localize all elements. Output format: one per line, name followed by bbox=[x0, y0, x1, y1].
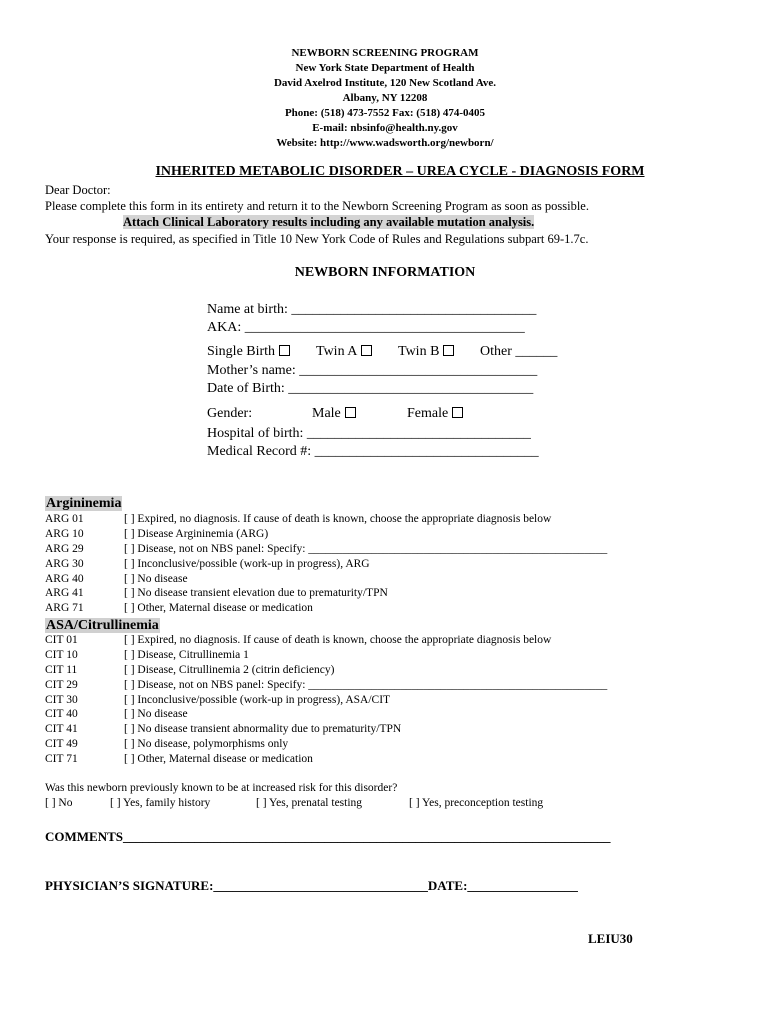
diagnosis-row[interactable] bbox=[0, 527, 770, 542]
diagnosis-code: ARG 29 bbox=[45, 542, 84, 555]
mothers-name-tail: ___ bbox=[516, 363, 538, 378]
diagnosis-code: CIT 40 bbox=[45, 708, 78, 721]
diagnosis-row[interactable] bbox=[0, 752, 770, 767]
mothers-name-field[interactable] bbox=[207, 363, 537, 379]
program-header bbox=[0, 46, 770, 151]
header-line: Phone: (518) 473-7552 Fax: (518) 474-0405 bbox=[284, 107, 486, 119]
header-line: Albany, NY 12208 bbox=[342, 92, 428, 104]
diagnosis-row[interactable] bbox=[0, 678, 770, 693]
diagnosis-row[interactable] bbox=[0, 586, 770, 601]
diagnosis-option[interactable]: [ ] Other, Maternal disease or medication bbox=[124, 753, 313, 766]
diagnosis-row[interactable] bbox=[0, 633, 770, 648]
greeting: Dear Doctor: bbox=[45, 183, 111, 197]
diagnosis-code: CIT 30 bbox=[45, 693, 78, 706]
diagnosis-row[interactable] bbox=[0, 572, 770, 587]
attach-results-notice: Attach Clinical Laboratory results including any available mutation analysis. bbox=[123, 215, 535, 229]
diagnosis-option[interactable]: [ ] No disease bbox=[124, 572, 188, 585]
section-title-asa-citrullinemia: ASA/Citrullinemia bbox=[46, 618, 159, 633]
single-birth-checkbox[interactable] bbox=[279, 345, 290, 356]
female-checkbox[interactable] bbox=[452, 407, 463, 418]
male-label: Male bbox=[312, 406, 341, 421]
risk-option-prenatal[interactable]: [ ] Yes, prenatal testing bbox=[256, 797, 363, 809]
diagnosis-code: CIT 49 bbox=[45, 738, 78, 751]
twin-a-label: Twin A bbox=[316, 344, 358, 359]
diagnosis-option[interactable]: [ ] Expired, no diagnosis. If cause of death is known, choose the appropriate diagnosis below bbox=[124, 513, 552, 525]
name-at-birth-field[interactable]: Name at birth: ___________________________________ bbox=[207, 302, 537, 317]
argininemia-list bbox=[0, 512, 770, 616]
physician-signature-field[interactable]: PHYSICIAN’S SIGNATURE:_________________________________DATE:_________________ bbox=[45, 878, 578, 893]
diagnosis-code: CIT 41 bbox=[45, 723, 78, 736]
diagnosis-code: ARG 30 bbox=[45, 557, 84, 570]
female-label: Female bbox=[407, 406, 449, 421]
citrullinemia-list bbox=[0, 633, 770, 767]
diagnosis-code: ARG 01 bbox=[45, 513, 84, 525]
gender-label: Gender: bbox=[207, 406, 253, 421]
diagnosis-option[interactable]: [ ] No disease bbox=[124, 708, 188, 721]
header-line: David Axelrod Institute, 120 New Scotland Ave. bbox=[273, 77, 497, 89]
diagnosis-row[interactable] bbox=[0, 722, 770, 737]
section-title-argininemia: Argininemia bbox=[46, 496, 122, 511]
diagnosis-row[interactable] bbox=[0, 663, 770, 678]
newborn-info-title: NEWBORN INFORMATION bbox=[294, 265, 476, 280]
female-option[interactable] bbox=[407, 406, 463, 422]
diagnosis-row[interactable] bbox=[0, 707, 770, 722]
diagnosis-option[interactable]: [ ] Inconclusive/possible (work-up in progress), ASA/CIT bbox=[124, 693, 391, 706]
twin-a-checkbox[interactable] bbox=[361, 345, 372, 356]
diagnosis-option[interactable]: [ ] Expired, no diagnosis. If cause of death is known, choose the appropriate diagnosis below bbox=[124, 634, 552, 646]
diagnosis-code: CIT 11 bbox=[45, 663, 78, 676]
diagnosis-row[interactable] bbox=[0, 542, 770, 557]
diagnosis-option[interactable]: [ ] No disease transient elevation due to prematurity/TPN bbox=[124, 587, 388, 600]
mothers-name-text: Mother’s name: _______________________________ bbox=[207, 363, 517, 378]
diagnosis-option[interactable]: [ ] Other, Maternal disease or medication bbox=[124, 602, 313, 615]
diagnosis-row[interactable] bbox=[0, 601, 770, 616]
male-checkbox[interactable] bbox=[345, 407, 356, 418]
diagnosis-code: ARG 41 bbox=[45, 587, 84, 600]
diagnosis-option[interactable]: [ ] No disease transient abnormality due to prematurity/TPN bbox=[124, 723, 402, 736]
diagnosis-code: CIT 71 bbox=[45, 753, 78, 766]
diagnosis-row[interactable] bbox=[0, 512, 770, 527]
diagnosis-option[interactable]: [ ] Disease, Citrullinemia 1 bbox=[124, 648, 249, 661]
diagnosis-option[interactable]: [ ] Inconclusive/possible (work-up in progress), ARG bbox=[124, 557, 370, 570]
diagnosis-code: ARG 71 bbox=[45, 602, 84, 615]
single-birth-label: Single Birth bbox=[207, 344, 276, 359]
diagnosis-code: ARG 40 bbox=[45, 572, 84, 585]
risk-option-preconception[interactable]: [ ] Yes, preconception testing bbox=[409, 797, 544, 809]
hospital-of-birth-field[interactable]: Hospital of birth: ________________________________ bbox=[207, 426, 531, 441]
diagnosis-row[interactable] bbox=[0, 648, 770, 663]
diagnosis-option[interactable]: [ ] Disease, not on NBS panel: Specify: ____________________________________________________ bbox=[124, 678, 608, 691]
form-code: LEIU30 bbox=[588, 931, 633, 946]
twin-a-option[interactable] bbox=[316, 344, 372, 360]
diagnosis-row[interactable] bbox=[0, 693, 770, 708]
twin-b-label: Twin B bbox=[398, 344, 440, 359]
diagnosis-code: CIT 29 bbox=[45, 678, 78, 691]
header-line: NEWBORN SCREENING PROGRAM bbox=[291, 47, 479, 59]
diagnosis-option[interactable]: [ ] Disease, Citrullinemia 2 (citrin deficiency) bbox=[124, 663, 335, 676]
header-line: New York State Department of Health bbox=[295, 62, 475, 74]
header-line: Website: http://www.wadsworth.org/newborn/ bbox=[276, 137, 494, 149]
diagnosis-option[interactable]: [ ] Disease Argininemia (ARG) bbox=[124, 527, 269, 540]
header-line: E-mail: nbsinfo@health.ny.gov bbox=[312, 122, 458, 134]
single-birth-option[interactable] bbox=[207, 344, 290, 360]
regulation-notice: Your response is required, as specified in Title 10 New York Code of Rules and Regulations subpart 69-1.7c. bbox=[45, 232, 589, 246]
twin-b-checkbox[interactable] bbox=[443, 345, 454, 356]
diagnosis-code: CIT 01 bbox=[45, 634, 78, 646]
aka-field[interactable]: AKA: ________________________________________ bbox=[207, 320, 525, 335]
date-of-birth-field[interactable]: Date of Birth: ___________________________________ bbox=[207, 381, 534, 396]
risk-question: Was this newborn previously known to be at increased risk for this disorder? bbox=[45, 782, 398, 794]
instructions-line: Please complete this form in its entirety and return it to the Newborn Screening Program as soon as possible. bbox=[45, 199, 589, 213]
form-title: INHERITED METABOLIC DISORDER – UREA CYCLE - DIAGNOSIS FORM bbox=[155, 164, 645, 179]
twin-b-option[interactable] bbox=[398, 344, 454, 360]
medical-record-field[interactable]: Medical Record #: ________________________________ bbox=[207, 444, 539, 459]
diagnosis-code: ARG 10 bbox=[45, 527, 84, 540]
risk-option-no[interactable]: [ ] No bbox=[45, 797, 73, 809]
male-option[interactable] bbox=[312, 406, 356, 422]
other-birth-field[interactable]: Other ______ bbox=[480, 344, 558, 359]
diagnosis-option[interactable]: [ ] Disease, not on NBS panel: Specify: ____________________________________________________ bbox=[124, 542, 608, 555]
diagnosis-code: CIT 10 bbox=[45, 648, 78, 661]
risk-option-family-history[interactable]: [ ] Yes, family history bbox=[110, 797, 211, 809]
diagnosis-row[interactable] bbox=[0, 557, 770, 572]
diagnosis-option[interactable]: [ ] No disease, polymorphisms only bbox=[124, 738, 289, 751]
comments-field[interactable]: COMMENTS___________________________________________________________________________ bbox=[45, 829, 611, 844]
diagnosis-row[interactable] bbox=[0, 737, 770, 752]
